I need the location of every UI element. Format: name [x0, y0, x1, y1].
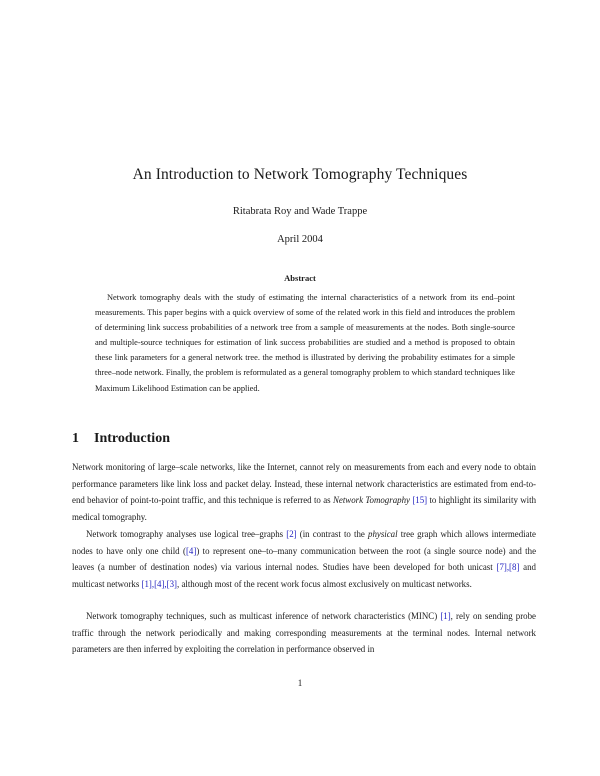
p2-text-f: , although most of the recent work focus almost exclusively on multicast networks. — [177, 578, 472, 589]
section-title: Introduction — [94, 431, 170, 446]
p2-text-c: tree graph which allows intermediate nodes to have only one child — [72, 529, 536, 556]
p2-emphasis: physical — [368, 529, 398, 539]
p1-text-a: Network monitoring of large–scale networks, like the Internet, cannot rely on measurements from each and every node to obtain performance parameters like link loss and packet delay. Instead, these internal network characteristics are estimated from end-to-end behavior of point-to-point traffic, and this technique is referred to as — [72, 462, 536, 505]
paper-authors: Ritabrata Roy and Wade Trappe — [232, 206, 368, 217]
p3-text-b: , rely on sending probe traffic through the network periodically and making corresponding measurements at the terminal nodes. Internal network parameters are then inferred by exploiting the correlation in performance observed in — [72, 611, 536, 654]
p3-text-a: Network tomography techniques, such as multicast inference of network characteristics (MINC) — [86, 611, 441, 621]
section-heading — [72, 431, 170, 447]
citation-link[interactable]: [7],[8] — [496, 562, 520, 572]
paper-date: April 2004 — [277, 234, 323, 245]
paragraph-2: Network tomography analyses use logical tree–graphs [2] (in contrast to the physical tree graph which allows intermediate nodes to have only one child ([4]) to represent one–to–many communication between the root (a single source node) and the leaves (a number of destination nodes) via various internal nodes. Studies have been developed for both unicast [7],[8] and multicast networks [1],[4],[3], although most of the recent work focus almost exclusively on multicast networks. — [72, 529, 537, 589]
citation-link[interactable]: [15] — [412, 495, 428, 505]
p2-text-a: Network tomography analyses use logical tree–graphs — [86, 529, 287, 539]
p2-text-b: (in contrast to the — [296, 529, 368, 539]
page-number: 1 — [297, 678, 303, 688]
citation-link[interactable]: [2] — [286, 529, 297, 539]
p2-text-d: ) to represent one–to–many communication between the root (a single source node) and the leaves (a number of destination nodes) via various internal nodes. Studies have been developed for both unicast — [72, 545, 537, 572]
paper-title: An Introduction to Network Tomography Techniques — [132, 166, 468, 183]
p1-text-b: to highlight its similarity with medical tomography. — [72, 495, 537, 522]
section-number: 1 — [72, 431, 79, 446]
abstract-heading: Abstract — [284, 273, 316, 283]
p2-text-e: and multicast networks — [72, 562, 536, 589]
abstract-text: Network tomography deals with the study of estimating the internal characteristics of a network from its end–point measurements. This paper begins with a quick overview of some of the related work in this field and introduces the problem of determining link success probabilities of a network tree from a sample of measurements at the nodes. Both single-source and multiple-source techniques for estimation of link success probabilities are studied and a method is proposed to obtain these link parameters for a general network tree. the method is illustrated by deriving the probability estimates for a simple three–node network. Finally, the problem is reformulated as a general tomography problem to which standard techniques like Maximum Likelihood Estimation can be applied. — [95, 293, 515, 393]
paragraph-1 — [72, 459, 536, 525]
p1-emphasis: Network Tomography — [332, 495, 410, 505]
citation-link[interactable]: [1] — [440, 611, 451, 621]
citation-link[interactable]: [1],[4],[3] — [141, 578, 177, 589]
citation-link[interactable]: [4] — [185, 545, 197, 556]
paragraph-3 — [72, 608, 536, 658]
